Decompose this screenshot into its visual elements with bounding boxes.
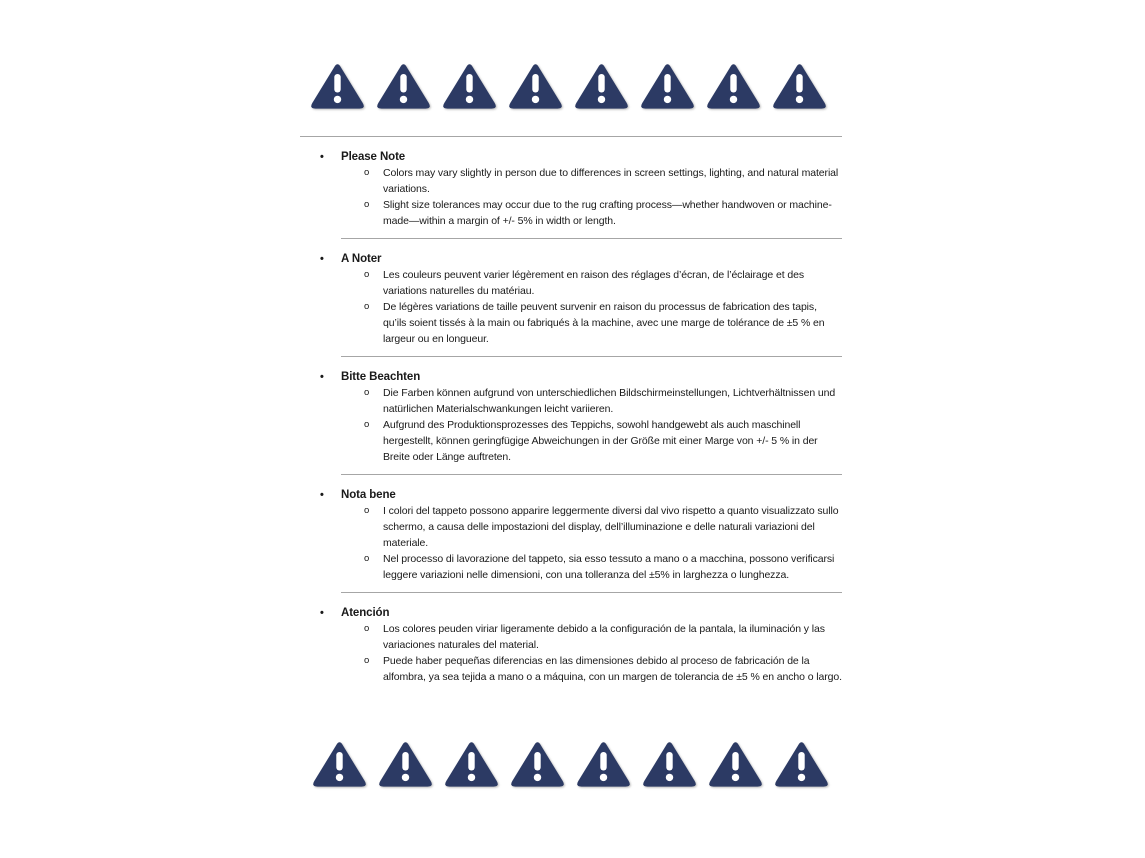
- list-item: [300, 503, 842, 551]
- note-section: [300, 369, 842, 475]
- list-item: [300, 653, 842, 685]
- warning-icons-row-top: [310, 62, 827, 110]
- circle-bullet-icon: o: [364, 553, 370, 564]
- list-item: [300, 385, 842, 417]
- note-text: Die Farben können aufgrund von unterschiedlichen Bildschirmeinstellungen, Lichtverhältnissen und natürlichen Materialschwankungen leicht variieren.: [383, 387, 836, 415]
- note-text: De légères variations de taille peuvent survenir en raison du processus de fabrication des tapis, qu’ils soient tissés à la main ou fabriqués à la machine, avec une marge de tolérance de ±5 % en largeur ou en longueur.: [383, 301, 825, 345]
- notes-sections: [300, 149, 842, 685]
- list-item: [300, 267, 842, 299]
- warning-icons-row-bottom: [312, 740, 829, 788]
- list-item: [300, 299, 842, 347]
- circle-bullet-icon: o: [364, 301, 370, 312]
- list-item: [300, 551, 842, 583]
- note-section: [300, 487, 842, 593]
- note-text: Puede haber pequeñas diferencias en las dimensiones debido al proceso de fabricación de la alfombra, ya sea tejida a mano o a máquina, con un margen de tolerancia de ±5 % en ancho o largo.: [383, 655, 842, 683]
- note-section: [300, 251, 842, 357]
- section-divider: [341, 474, 842, 475]
- warning-triangle-icon: [708, 740, 763, 788]
- note-text: I colori del tappeto possono apparire leggermente diversi dal vivo rispetto a quanto visualizzato sullo schermo, a causa delle impostazioni del display, dell’illuminazione e delle naturali variazioni del materiale.: [383, 505, 839, 549]
- circle-bullet-icon: o: [364, 505, 370, 516]
- warning-triangle-icon: [772, 62, 827, 110]
- section-divider: [341, 356, 842, 357]
- section-heading: A Noter: [341, 253, 382, 265]
- circle-bullet-icon: o: [364, 387, 370, 398]
- list-item: [300, 165, 842, 197]
- warning-triangle-icon: [442, 62, 497, 110]
- note-section: [300, 605, 842, 685]
- warning-triangle-icon: [576, 740, 631, 788]
- section-heading: Please Note: [341, 151, 406, 163]
- note-text: Aufgrund des Produktionsprozesses des Teppichs, sowohl handgewebt als auch maschinell hergestellt, können geringfügige Abweichungen in der Größe mit einer Marge von +/- 5 % in der Breite oder Länge auftreten.: [383, 419, 818, 463]
- bullet-icon: •: [320, 371, 324, 383]
- bullet-icon: •: [320, 151, 324, 163]
- note-text: Colors may vary slightly in person due to differences in screen settings, lighting, and natural material variations.: [383, 167, 839, 195]
- warning-triangle-icon: [376, 62, 431, 110]
- note-text: Nel processo di lavorazione del tappeto, sia esso tessuto a mano o a macchina, possono verificarsi leggere variazioni nelle dimensioni, con una tolleranza del ±5% in larghezza o lunghezza.: [383, 553, 835, 581]
- circle-bullet-icon: o: [364, 199, 370, 210]
- warning-triangle-icon: [774, 740, 829, 788]
- list-item: [300, 417, 842, 465]
- warning-triangle-icon: [444, 740, 499, 788]
- warning-triangle-icon: [310, 62, 365, 110]
- circle-bullet-icon: o: [364, 167, 370, 178]
- warning-triangle-icon: [378, 740, 433, 788]
- warning-triangle-icon: [640, 62, 695, 110]
- warning-triangle-icon: [706, 62, 761, 110]
- note-text: Los colores peuden viriar ligeramente debido a la configuración de la pantala, la iluminación y las variaciones naturales del material.: [383, 623, 825, 651]
- warning-triangle-icon: [642, 740, 697, 788]
- section-heading: Bitte Beachten: [341, 371, 421, 383]
- note-section: [300, 149, 842, 239]
- bullet-icon: •: [320, 253, 324, 265]
- note-text: Slight size tolerances may occur due to the rug crafting process—whether handwoven or machine-made—within a margin of +/- 5% in width or length.: [383, 199, 832, 227]
- list-item: [300, 621, 842, 653]
- warning-triangle-icon: [312, 740, 367, 788]
- circle-bullet-icon: o: [364, 269, 370, 280]
- circle-bullet-icon: o: [364, 419, 370, 430]
- warning-triangle-icon: [574, 62, 629, 110]
- list-item: [300, 197, 842, 229]
- circle-bullet-icon: o: [364, 623, 370, 634]
- top-divider: [300, 136, 842, 137]
- circle-bullet-icon: o: [364, 655, 370, 666]
- bullet-icon: •: [320, 607, 324, 619]
- warning-triangle-icon: [508, 62, 563, 110]
- section-heading: Atención: [341, 607, 390, 619]
- section-divider: [341, 592, 842, 593]
- warning-triangle-icon: [510, 740, 565, 788]
- note-text: Les couleurs peuvent varier légèrement en raison des réglages d’écran, de l’éclairage et des variations naturelles du matériau.: [383, 269, 804, 297]
- bullet-icon: •: [320, 489, 324, 501]
- section-divider: [341, 238, 842, 239]
- section-heading: Nota bene: [341, 489, 396, 501]
